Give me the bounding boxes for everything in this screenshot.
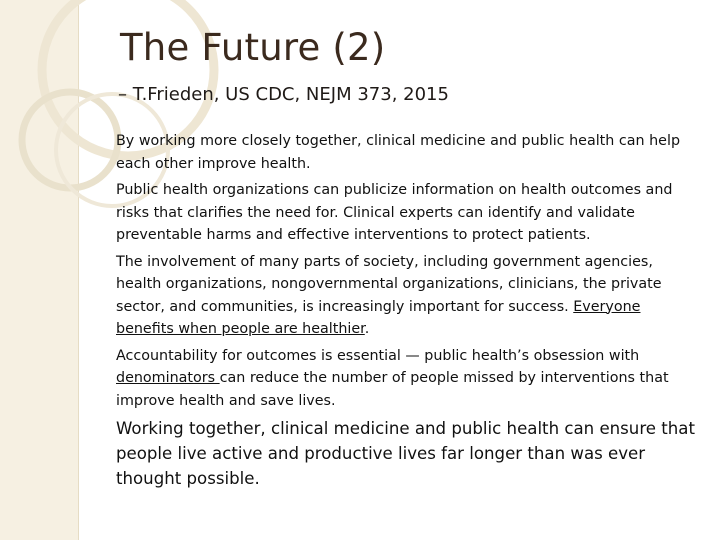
paragraph-5: [116, 416, 701, 491]
paragraph-2: [116, 179, 701, 247]
paragraph-3-text: The involvement of many parts of society, including government agencies, health organizations, nongovernmental organizations, clinicians, the private sector, and communities, is increasingly important for success.: [116, 253, 662, 315]
paragraph-3-end: .: [364, 321, 370, 337]
paragraph-4-text: Accountability for outcomes is essential — public health’s obsession with: [116, 347, 640, 364]
paragraph-2-text: Public health organizations can publicize information on health outcomes and risks that clarifies the need for. Clinical experts can identify and validate preventable harms and effective interventions to protect patients.: [116, 182, 673, 243]
paragraph-4-end: can reduce the number of people missed by interventions that improve health and save lives.: [116, 370, 669, 409]
paragraph-4: [116, 345, 701, 413]
paragraph-3-underlined: Everyone benefits when people are healthier: [116, 298, 641, 337]
slide-body: [116, 130, 701, 495]
paragraph-5-text: Working together, clinical medicine and public health can ensure that people live active and productive lives far longer than was ever thought possible.: [116, 419, 695, 488]
decorative-ring-medium: [22, 92, 118, 188]
paragraph-1: [116, 130, 701, 175]
paragraph-1-text: By working more closely together, clinical medicine and public health can help each other improve health.: [116, 133, 681, 172]
paragraph-3: [116, 251, 701, 341]
slide-title: The Future (2): [120, 26, 386, 69]
paragraph-4-underlined: denominators: [116, 370, 220, 386]
slide-subtitle: – T.Frieden, US CDC, NEJM 373, 2015: [118, 84, 449, 105]
